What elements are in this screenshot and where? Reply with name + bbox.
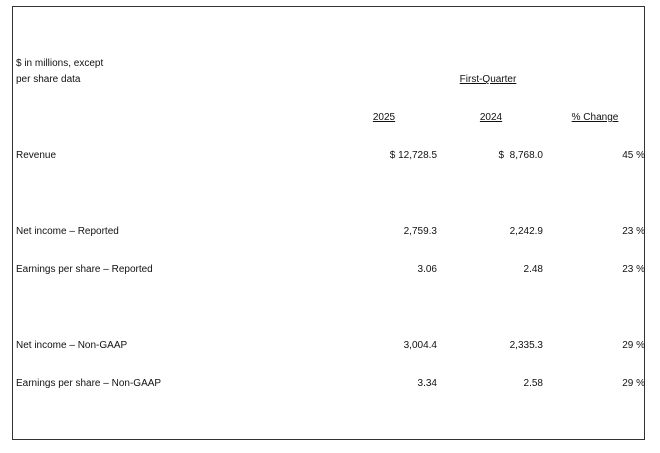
unit-label-line2: per share data (16, 74, 81, 85)
column-header-2025: 2025 (372, 112, 396, 123)
column-header-2024: 2024 (479, 112, 503, 123)
row-label-eps-non-gaap: Earnings per share – Non-GAAP (16, 378, 162, 389)
row-label-net-income-reported: Net income – Reported (16, 226, 119, 237)
eps-reported-2025: 3.06 (417, 264, 437, 275)
row-label-eps-reported: Earnings per share – Reported (16, 264, 153, 275)
revenue-2025: $ 12,728.5 (389, 150, 437, 161)
net-income-reported-2025: 2,759.3 (403, 226, 437, 237)
net-income-non-gaap-2025: 3,004.4 (403, 340, 437, 351)
revenue-change: 45 % (622, 150, 645, 161)
table-frame (12, 6, 645, 440)
net-income-reported-2024: 2,242.9 (509, 226, 543, 237)
eps-non-gaap-change: 29 % (622, 378, 645, 389)
net-income-non-gaap-change: 29 % (622, 340, 645, 351)
unit-label-line1: $ in millions, except (16, 58, 104, 69)
revenue-2024: $ 8,768.0 (498, 150, 543, 161)
eps-reported-2024: 2.48 (523, 264, 543, 275)
net-income-non-gaap-2024: 2,335.3 (509, 340, 543, 351)
eps-non-gaap-2024: 2.58 (523, 378, 543, 389)
row-label-revenue: Revenue (16, 150, 57, 161)
row-label-net-income-non-gaap: Net income – Non-GAAP (16, 340, 128, 351)
eps-reported-change: 23 % (622, 264, 645, 275)
column-header-change: % Change (571, 112, 619, 123)
period-heading: First-Quarter (459, 74, 517, 85)
eps-non-gaap-2025: 3.34 (417, 378, 437, 389)
net-income-reported-change: 23 % (622, 226, 645, 237)
